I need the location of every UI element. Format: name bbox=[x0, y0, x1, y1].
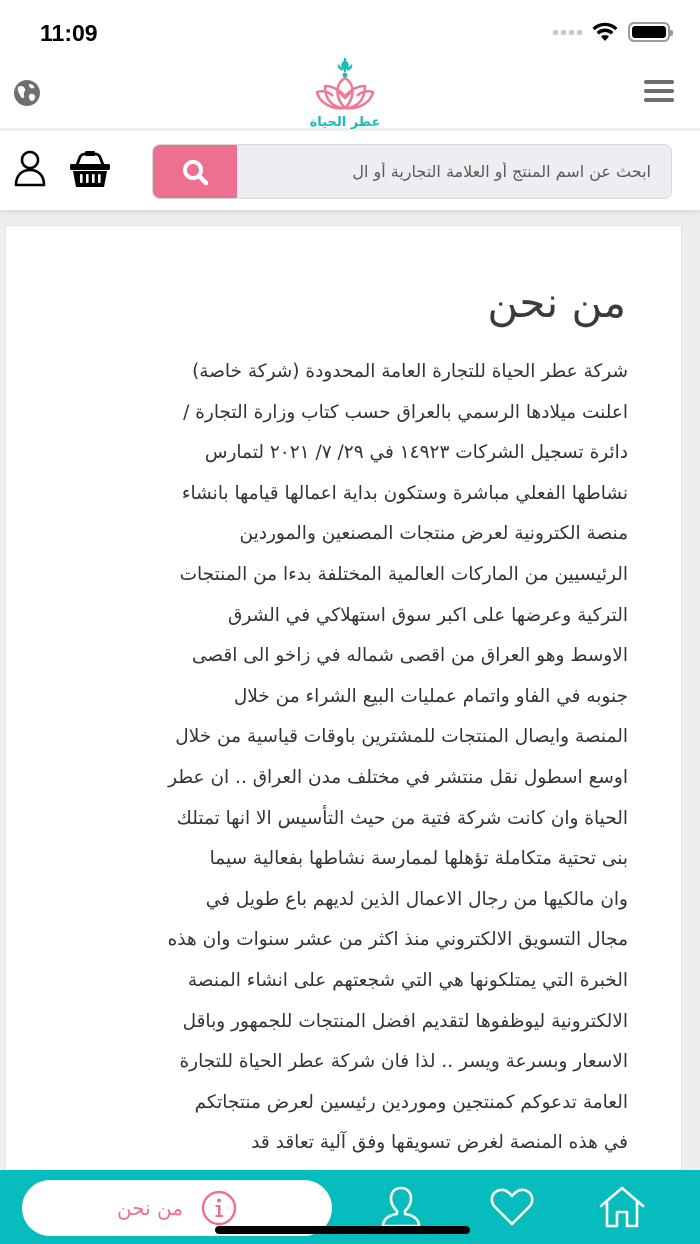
cellular-signal-icon bbox=[553, 30, 582, 35]
about-us-card bbox=[5, 225, 682, 1185]
paragraph-line: منصة الكترونية لعرض منتجات المصنعين والموردين bbox=[239, 523, 628, 545]
paragraph-line: في هذه المنصة لغرض تسويقها وفق آلية تعاقد قد bbox=[251, 1132, 628, 1154]
logo-text: عطر الحياة bbox=[309, 115, 381, 130]
page-title: من نحن bbox=[487, 278, 626, 327]
search-field-group bbox=[152, 144, 672, 199]
search-icon bbox=[181, 158, 209, 186]
about-us-text bbox=[18, 352, 628, 1164]
brand-logo[interactable] bbox=[305, 54, 385, 130]
user-account-icon[interactable] bbox=[12, 149, 48, 189]
paragraph-line: الرئيسيين من الماركات العالمية المختلفة بدءا من المنتجات bbox=[179, 563, 628, 585]
battery-icon bbox=[628, 22, 670, 42]
hamburger-menu-icon[interactable] bbox=[644, 80, 674, 102]
search-input[interactable] bbox=[237, 145, 671, 198]
nav-item-home[interactable] bbox=[598, 1184, 646, 1230]
status-time: 11:09 bbox=[40, 20, 98, 46]
paragraph-line: بنى تحتية متكاملة تؤهلها لممارسة نشاطها بفعالية سيما bbox=[209, 848, 628, 870]
home-indicator-bar[interactable] bbox=[215, 1226, 470, 1234]
paragraph-line: دائرة تسجيل الشركات ١٤٩٢٣ في ٢٩/ ٧/ ٢٠٢١ لتمارس bbox=[204, 442, 628, 464]
paragraph-line: الخبرة التي يمتلكونها هي التي شجعتهم على انشاء المنصة bbox=[187, 969, 628, 991]
paragraph-line: اعلنت ميلادها الرسمي بالعراق حسب كتاب وزارة التجارة / bbox=[183, 401, 628, 423]
info-icon bbox=[201, 1190, 237, 1226]
basket-icon[interactable] bbox=[68, 151, 112, 189]
app-header bbox=[0, 66, 700, 128]
paragraph-line: جنوبه في الفاو واتمام عمليات البيع الشراء من خلال bbox=[233, 685, 628, 707]
paragraph-line: العامة تدعوكم كمنتجين وموردين رئيسين لعرض منتجاتكم bbox=[194, 1091, 628, 1113]
paragraph-line: الالكترونية ليوظفوها لتقديم افضل المنتجات للجمهور وباقل bbox=[182, 1010, 628, 1032]
paragraph-line: الحياة وان كانت شركة فتية من حيث التأسيس الا انها تمتلك bbox=[176, 807, 628, 829]
search-toolbar bbox=[0, 130, 700, 210]
paragraph-line: وان مالكيها من رجال الاعمال الذين لديهم باع طويل في bbox=[205, 888, 628, 910]
search-button[interactable] bbox=[153, 145, 237, 198]
globe-icon[interactable] bbox=[12, 78, 42, 108]
paragraph-line: التركية وعرضها على اكبر سوق استهلاكي في الشرق bbox=[228, 604, 628, 626]
paragraph-line: نشاطها الفعلي مباشرة وستكون بداية اعمالها قيامها بانشاء bbox=[181, 482, 628, 504]
lotus-logo-icon bbox=[305, 54, 385, 114]
wifi-icon bbox=[592, 22, 618, 42]
paragraph-line: اوسع اسطول نقل منتشر في مختلف مدن العراق .. ان عطر bbox=[168, 766, 628, 788]
paragraph-line: الاوسط وهو العراق من اقصى شماله في زاخو الى اقصى bbox=[191, 645, 628, 667]
nav-item-account[interactable] bbox=[377, 1184, 425, 1230]
paragraph-line: مجال التسويق الالكتروني منذ اكثر من عشر سنوات وان هذه bbox=[167, 929, 628, 951]
nav-item-favorites[interactable] bbox=[488, 1184, 536, 1230]
nav-item-label: من نحن bbox=[117, 1196, 183, 1220]
status-indicators bbox=[553, 22, 670, 42]
paragraph-line: المنصة وايصال المنتجات للمشترين باوقات قياسية من خلال bbox=[175, 726, 628, 748]
paragraph-line: شركة عطر الحياة للتجارة العامة المحدودة (شركة خاصة) bbox=[192, 361, 628, 382]
paragraph-line: الاسعار وبسرعة ويسر .. لذا فان شركة عطر الحياة للتجارة bbox=[179, 1051, 628, 1073]
